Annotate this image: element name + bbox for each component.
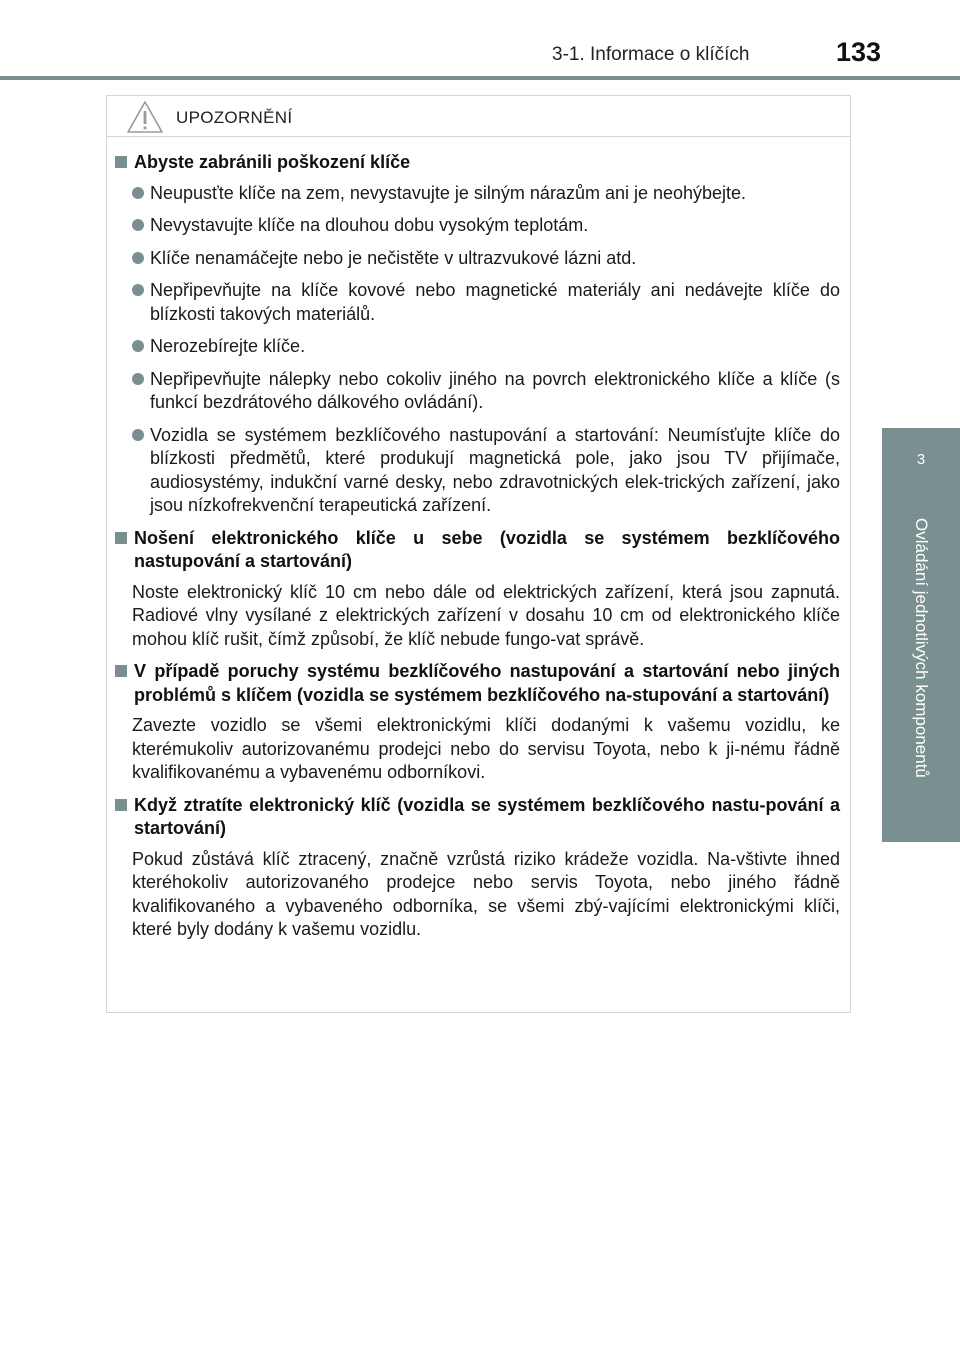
list-item — [132, 424, 840, 518]
square-bullet-icon — [115, 156, 127, 168]
chapter-label: Ovládání jednotlivých komponentů — [912, 518, 931, 778]
section-heading-text: V případě poruchy systému bezklíčového nastupování a startování nebo jiných problémů s klíčem (vozidla se systémem bezklíčového na-stupování a startování) — [134, 661, 840, 705]
list-item-text: Nepřipevňujte nálepky nebo cokoliv jiného na povrch elektronického klíče a klíče (s funkcí bezdrátového dálkového ovládání). — [150, 368, 840, 412]
list-item — [132, 279, 840, 326]
page-number: 133 — [836, 37, 882, 67]
list-item — [132, 368, 840, 415]
section-lost-key — [115, 794, 840, 942]
list-item-text: Nerozebírejte klíče. — [150, 336, 306, 356]
circle-bullet-icon — [132, 187, 144, 199]
list-item — [132, 247, 840, 271]
list-item-text: Nevystavujte klíče na dlouhou dobu vysokým teplotám. — [150, 215, 589, 235]
circle-bullet-icon — [132, 219, 144, 231]
section-title: 3-1. Informace o klíčích — [552, 44, 750, 65]
circle-bullet-icon — [132, 340, 144, 352]
section-heading — [115, 660, 840, 707]
list-item — [132, 335, 840, 359]
list-item-text: Nepřipevňujte na klíče kovové nebo magnetické materiály ani nedávejte klíče do blízkosti takových materiálů. — [150, 280, 840, 324]
caution-title: UPOZORNĚNÍ — [176, 108, 293, 127]
list-item-text: Neupusťte klíče na zem, nevystavujte je silným nárazům ani je neohýbejte. — [150, 182, 747, 203]
header-divider — [0, 76, 960, 80]
section-paragraph: Pokud zůstává klíč ztracený, značně vzrůstá riziko krádeže vozidla. Na-vštivte ihned kteréhokoliv autorizovaného prodejce nebo servis Toyota, nebo jiného řádně kvalifikovaného a vybaveného odborníka, se všemi zbý-vajícími elektronickými klíči, které byly dodány k vašemu vozidlu. — [132, 848, 840, 939]
section-heading-text: Když ztratíte elektronický klíč (vozidla se systémem bezklíčového nastu-pování a startování) — [134, 794, 840, 838]
chapter-number: 3 — [916, 451, 926, 468]
section-heading — [115, 794, 840, 841]
caution-box — [106, 95, 851, 1013]
square-bullet-icon — [115, 799, 127, 811]
circle-bullet-icon — [132, 252, 144, 264]
warning-triangle-icon — [126, 100, 164, 134]
list-item — [132, 182, 840, 206]
circle-bullet-icon — [132, 429, 144, 441]
section-heading-text: Abyste zabránili poškození klíče — [134, 152, 411, 172]
section-heading — [115, 151, 840, 175]
square-bullet-icon — [115, 532, 127, 544]
section-key-damage — [115, 151, 840, 518]
caution-body — [107, 137, 850, 942]
section-paragraph: Zavezte vozidlo se všemi elektronickými klíči dodanými k vašemu vozidlu, ke kterémukoliv autorizovanému prodejci nebo do servisu Toyota, nebo k ji-nému řádně kvalifikovanému a vybavenému odborníkovi. — [132, 715, 840, 782]
list-item — [132, 214, 840, 238]
section-paragraph: Noste elektronický klíč 10 cm nebo dále od elektrických zařízení, která jsou zapnutá. Radiové vlny vysílané z elektrických zařízení v dosahu 10 cm od elektronického klíče mohou klíč rušit, čímž způsobí, že klíč nebude fungo-vat správě. — [132, 581, 840, 649]
caution-header — [107, 96, 850, 137]
list-item-text: Klíče nenamáčejte nebo je nečistěte v ultrazvukové lázni atd. — [150, 247, 637, 268]
section-carrying-key — [115, 527, 840, 652]
section-heading-text: Nošení elektronického klíče u sebe (vozidla se systémem bezklíčového nastupování a startování) — [134, 527, 840, 571]
section-heading — [115, 527, 840, 574]
section-system-failure — [115, 660, 840, 785]
circle-bullet-icon — [132, 373, 144, 385]
circle-bullet-icon — [132, 284, 144, 296]
list-item-text: Vozidla se systémem bezklíčového nastupování a startování: Neumísťujte klíče do blízkosti předmětů, které produkují magnetická pole, jako jsou TV přijímače, audiosystémy, indukční varné desky, nebo zdravotnických elek-trických zařízení, jako jsou nízkofrekvenční terapeutická zařízení. — [150, 424, 840, 515]
square-bullet-icon — [115, 665, 127, 677]
